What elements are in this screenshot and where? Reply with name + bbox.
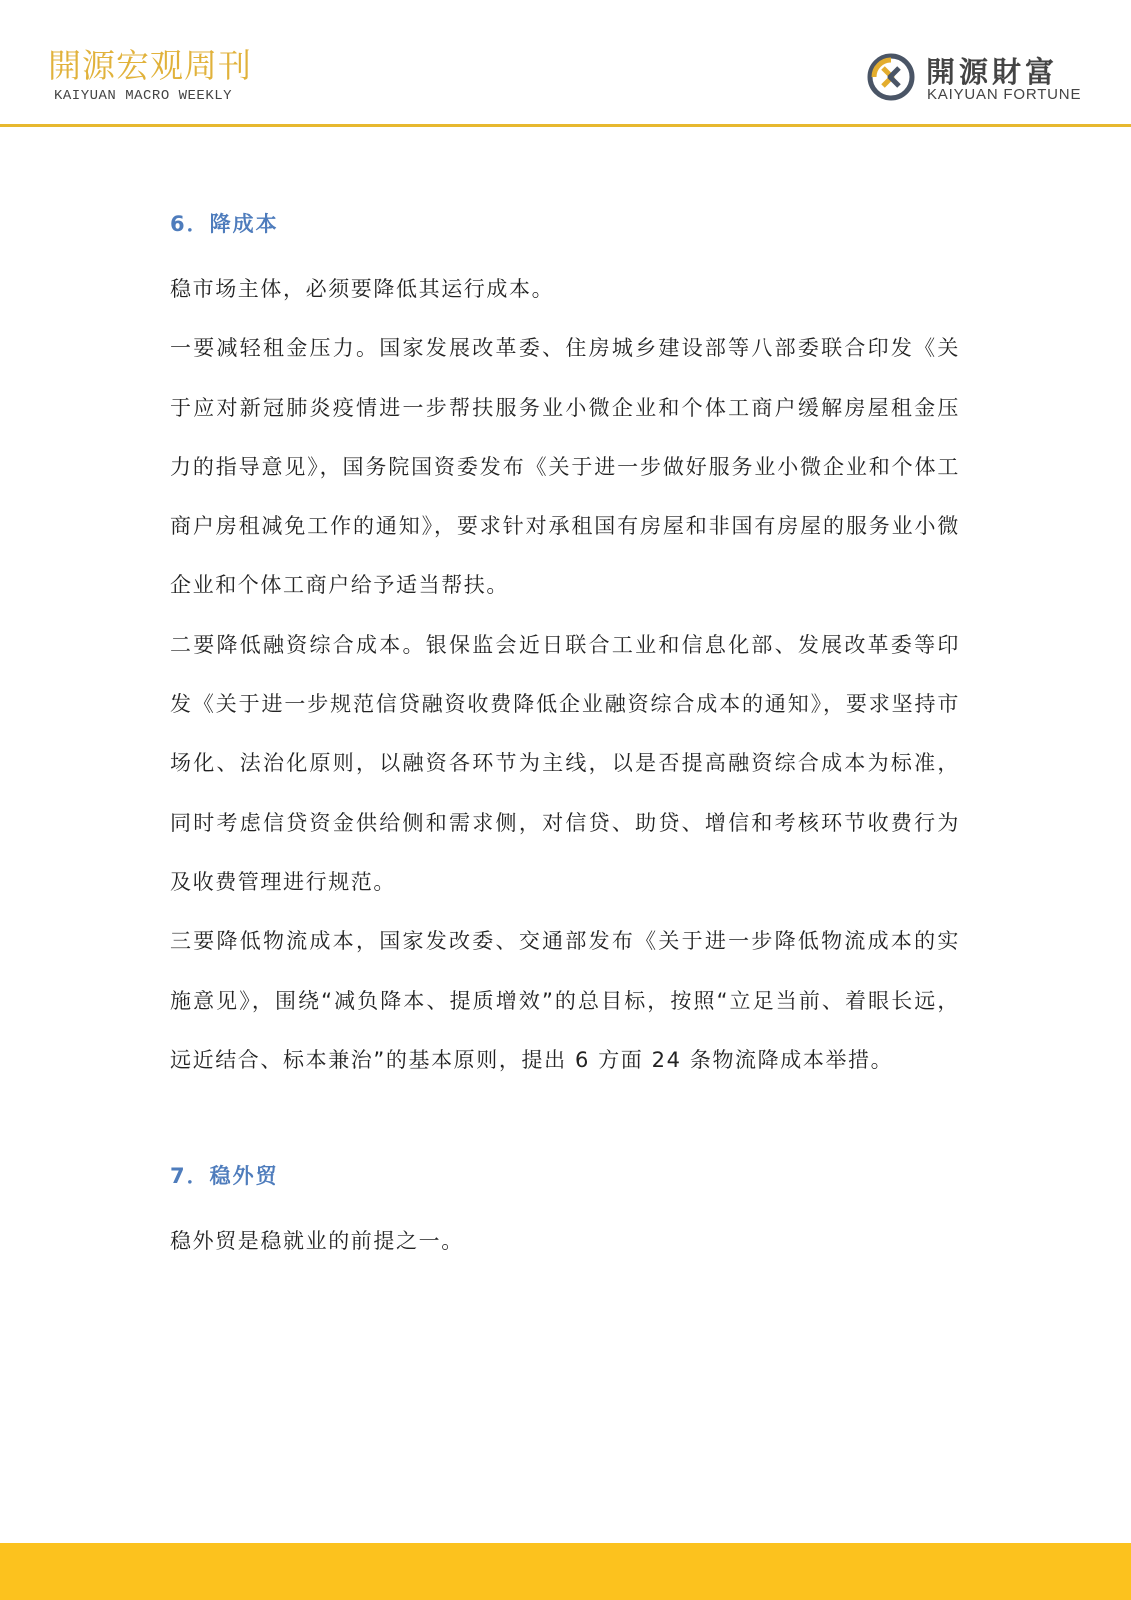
kaiyuan-logo-icon (866, 52, 916, 102)
kaiyuan-logo (866, 50, 1086, 106)
logo-text-cn: 開源財富 (926, 55, 1059, 89)
paragraph: 稳市场主体，必须要降低其运行成本。 (170, 277, 555, 301)
header-divider (0, 124, 1131, 127)
footer-bar (0, 1543, 1131, 1600)
page-header (0, 0, 1131, 126)
section-title: 7．稳外贸 (170, 1164, 279, 1189)
paragraph: 三要降低物流成本，国家发改委、交通部发布《关于进一步降低物流成本的实施意见》，围绕“减负降本、提质增效”的总目标，按照“立足当前、着眼长远，远近结合、标本兼治”的基本原则，提出 6 方面 24 条物流降成本举措。 (170, 929, 960, 1072)
document-body (170, 202, 960, 1271)
brand-subtitle: KAIYUAN MACRO WEEKLY (54, 88, 233, 104)
paragraph: 一要减轻租金压力。国家发展改革委、住房城乡建设部等八部委联合印发《关于应对新冠肺炎疫情进一步帮扶服务业小微企业和个体工商户缓解房屋租金压力的指导意见》，国务院国资委发布《关于进一步做好服务业小微企业和个体工商户房租减免工作的通知》，要求针对承租国有房屋和非国有房屋的服务业小微企业和个体工商户给予适当帮扶。 (170, 336, 960, 598)
section-title: 6．降成本 (170, 212, 279, 236)
brand-title: 開源宏观周刊 (48, 46, 252, 85)
paragraph: 二要降低融资综合成本。银保监会近日联合工业和信息化部、发展改革委等印发《关于进一步规范信贷融资收费降低企业融资综合成本的通知》，要求坚持市场化、法治化原则，以融资各环节为主线，以是否提高融资综合成本为标准，同时考虑信贷资金供给侧和需求侧，对信贷、助贷、增信和考核环节收费行为及收费管理进行规范。 (170, 632, 960, 894)
logo-text-en: KAIYUAN FORTUNE (927, 86, 1082, 103)
paragraph: 稳外贸是稳就业的前提之一。 (170, 1229, 464, 1254)
